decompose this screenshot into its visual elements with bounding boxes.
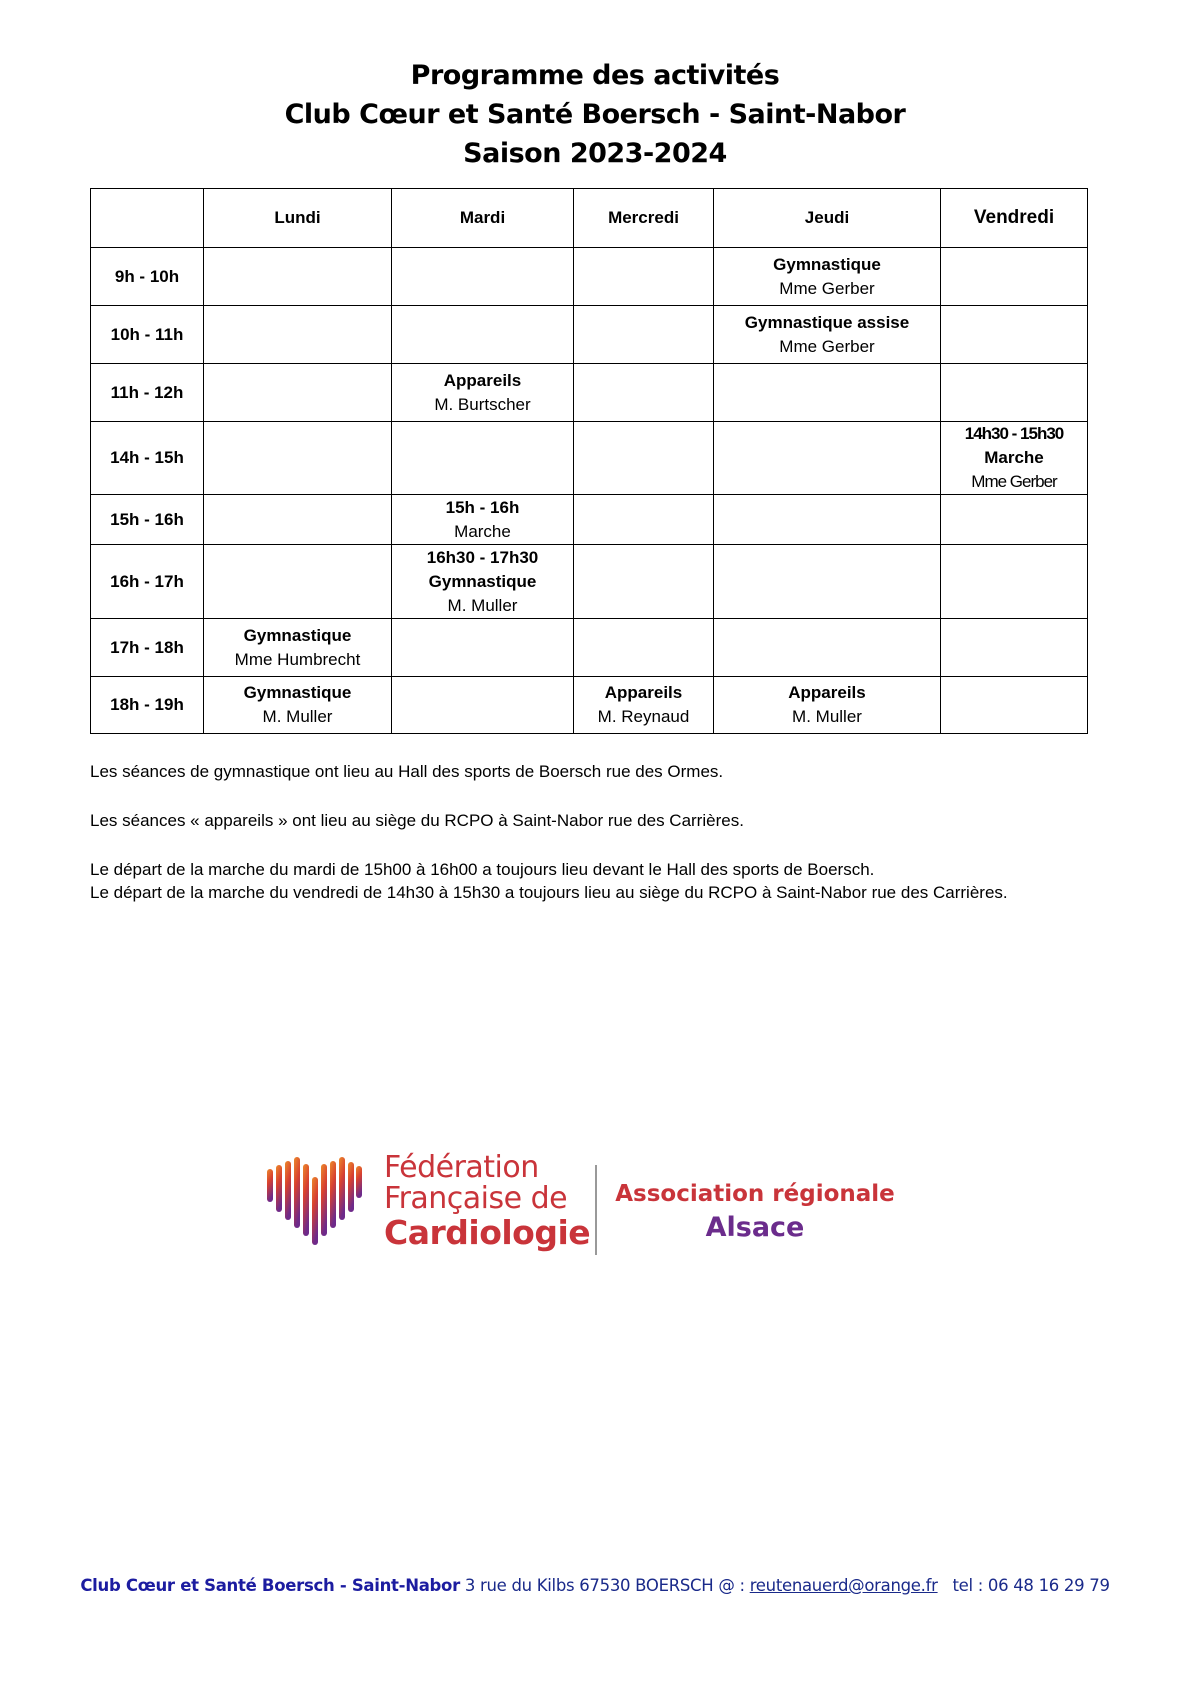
heart-bar <box>339 1157 345 1220</box>
schedule-cell <box>204 677 392 734</box>
schedule-cell <box>714 495 941 545</box>
instructor-label: M. Muller <box>792 707 862 726</box>
instructor-label: Marche <box>454 521 511 541</box>
heart-bar <box>294 1157 300 1228</box>
activity-label: Gymnastique <box>428 571 537 591</box>
notes <box>90 760 1090 904</box>
schedule-cell <box>574 677 714 734</box>
schedule-cell <box>392 248 574 306</box>
assoc-line-1: Association régionale <box>615 1181 895 1207</box>
day-header: Jeudi <box>714 189 941 248</box>
table-row <box>91 364 1088 422</box>
footer-address: 3 rue du Kilbs 67530 BOERSCH @ : <box>464 1576 745 1595</box>
instructor-label: M. Muller <box>262 707 333 726</box>
note-marche-vendredi: Le départ de la marche du vendredi de 14h30 à 15h30 a toujours lieu au siège du RCPO à Saint-Nabor rue des Carrières. <box>90 883 1008 902</box>
title-line-3: Saison 2023-2024 <box>463 138 727 169</box>
time-slot: 10h - 11h <box>91 306 204 364</box>
schedule-cell <box>204 619 392 677</box>
schedule-cell <box>204 422 392 495</box>
day-header: Mercredi <box>574 189 714 248</box>
schedule-cell <box>204 545 392 619</box>
time-slot: 14h - 15h <box>91 422 204 495</box>
heart-bar <box>356 1166 362 1198</box>
schedule-cell <box>714 248 941 306</box>
time-slot: 15h - 16h <box>91 495 204 545</box>
schedule-cell <box>574 619 714 677</box>
schedule-cell <box>204 306 392 364</box>
schedule-cell <box>392 422 574 495</box>
heart-bar <box>285 1161 291 1220</box>
schedule-cell <box>204 495 392 545</box>
schedule-cell <box>574 545 714 619</box>
activity-label: 14h30 - 15h30 <box>964 424 1064 443</box>
activity-label: Marche <box>984 448 1044 467</box>
time-slot: 9h - 10h <box>91 248 204 306</box>
federation-logo-text <box>384 1152 590 1252</box>
page-title <box>0 56 1190 173</box>
heart-bar <box>276 1165 282 1212</box>
header-row <box>91 189 1088 248</box>
activity-label: 16h30 - 17h30 <box>426 547 539 567</box>
day-header: Vendredi <box>941 189 1088 248</box>
schedule-cell <box>941 364 1088 422</box>
heart-bar <box>321 1164 327 1236</box>
activity-label: Appareils <box>788 683 866 702</box>
schedule-cell <box>941 619 1088 677</box>
activity-label: Appareils <box>443 370 522 390</box>
table-row <box>91 619 1088 677</box>
heart-bar <box>312 1177 318 1245</box>
footer <box>0 1576 1190 1595</box>
schedule-cell <box>714 545 941 619</box>
schedule-cell <box>941 306 1088 364</box>
schedule-cell <box>941 248 1088 306</box>
activity-label: Appareils <box>604 683 683 702</box>
table-row <box>91 495 1088 545</box>
logo-line-1: Fédération <box>384 1150 539 1185</box>
schedule-table <box>90 188 1088 734</box>
schedule-cell <box>714 619 941 677</box>
title-line-2: Club Cœur et Santé Boersch - Saint-Nabor <box>284 99 906 130</box>
note-marche-mardi: Le départ de la marche du mardi de 15h00 à 16h00 a toujours lieu devant le Hall des sports de Boersch. <box>90 860 875 879</box>
table-row <box>91 545 1088 619</box>
activity-label: Gymnastique assise <box>744 312 910 332</box>
time-slot: 16h - 17h <box>91 545 204 619</box>
heart-bar <box>267 1169 273 1202</box>
instructor-label: Mme Gerber <box>779 336 875 356</box>
schedule-cell <box>714 422 941 495</box>
time-slot: 18h - 19h <box>91 677 204 734</box>
note-appareils: Les séances « appareils » ont lieu au siège du RCPO à Saint-Nabor rue des Carrières. <box>90 811 744 830</box>
schedule-cell <box>392 495 574 545</box>
heart-bar <box>303 1164 309 1236</box>
assoc-line-2: Alsace <box>705 1212 805 1243</box>
heart-bars-icon <box>262 1152 362 1252</box>
day-header: Lundi <box>204 189 392 248</box>
heart-bar <box>330 1161 336 1228</box>
schedule-cell <box>574 495 714 545</box>
logo-line-2: Française de <box>384 1181 568 1216</box>
schedule-cell <box>714 677 941 734</box>
schedule-cell <box>941 545 1088 619</box>
schedule-cell <box>941 677 1088 734</box>
schedule-cell <box>392 306 574 364</box>
schedule-cell <box>941 422 1088 495</box>
table-row <box>91 422 1088 495</box>
schedule-cell <box>714 364 941 422</box>
instructor-label: M. Reynaud <box>597 707 690 726</box>
schedule-cell <box>392 364 574 422</box>
instructor-label: Mme Gerber <box>779 278 875 298</box>
schedule-cell <box>392 545 574 619</box>
note-gym: Les séances de gymnastique ont lieu au Hall des sports de Boersch rue des Ormes. <box>90 762 724 781</box>
instructor-label: M. Muller <box>447 595 518 615</box>
title-line-1: Programme des activités <box>410 60 780 91</box>
activity-label: 15h - 16h <box>445 497 520 517</box>
corner-cell <box>91 189 204 248</box>
activity-label: Gymnastique <box>773 254 881 274</box>
schedule-cell <box>714 306 941 364</box>
schedule-cell <box>574 248 714 306</box>
table-row <box>91 677 1088 734</box>
schedule-cell <box>574 422 714 495</box>
activity-label: Gymnastique <box>243 683 352 702</box>
heart-bar <box>348 1162 354 1212</box>
footer-club: Club Cœur et Santé Boersch - Saint-Nabor <box>80 1576 460 1595</box>
association-logo-text <box>610 1178 900 1246</box>
activity-label: Gymnastique <box>243 625 352 645</box>
schedule-cell <box>204 364 392 422</box>
schedule-cell <box>204 248 392 306</box>
instructor-label: Mme Gerber <box>971 472 1057 491</box>
logo-line-3: Cardiologie <box>384 1213 591 1252</box>
footer-email-link[interactable]: reutenauerd@orange.fr <box>749 1576 938 1595</box>
schedule-cell <box>392 619 574 677</box>
logo-divider <box>595 1165 597 1255</box>
schedule-cell <box>392 677 574 734</box>
schedule-cell <box>574 364 714 422</box>
schedule-cell <box>574 306 714 364</box>
time-slot: 11h - 12h <box>91 364 204 422</box>
schedule-cell <box>941 495 1088 545</box>
table-row <box>91 248 1088 306</box>
day-header: Mardi <box>392 189 574 248</box>
table-row <box>91 306 1088 364</box>
footer-tel: tel : 06 48 16 29 79 <box>952 1576 1110 1595</box>
instructor-label: Mme Humbrecht <box>234 649 361 669</box>
instructor-label: M. Burtscher <box>434 394 531 414</box>
time-slot: 17h - 18h <box>91 619 204 677</box>
